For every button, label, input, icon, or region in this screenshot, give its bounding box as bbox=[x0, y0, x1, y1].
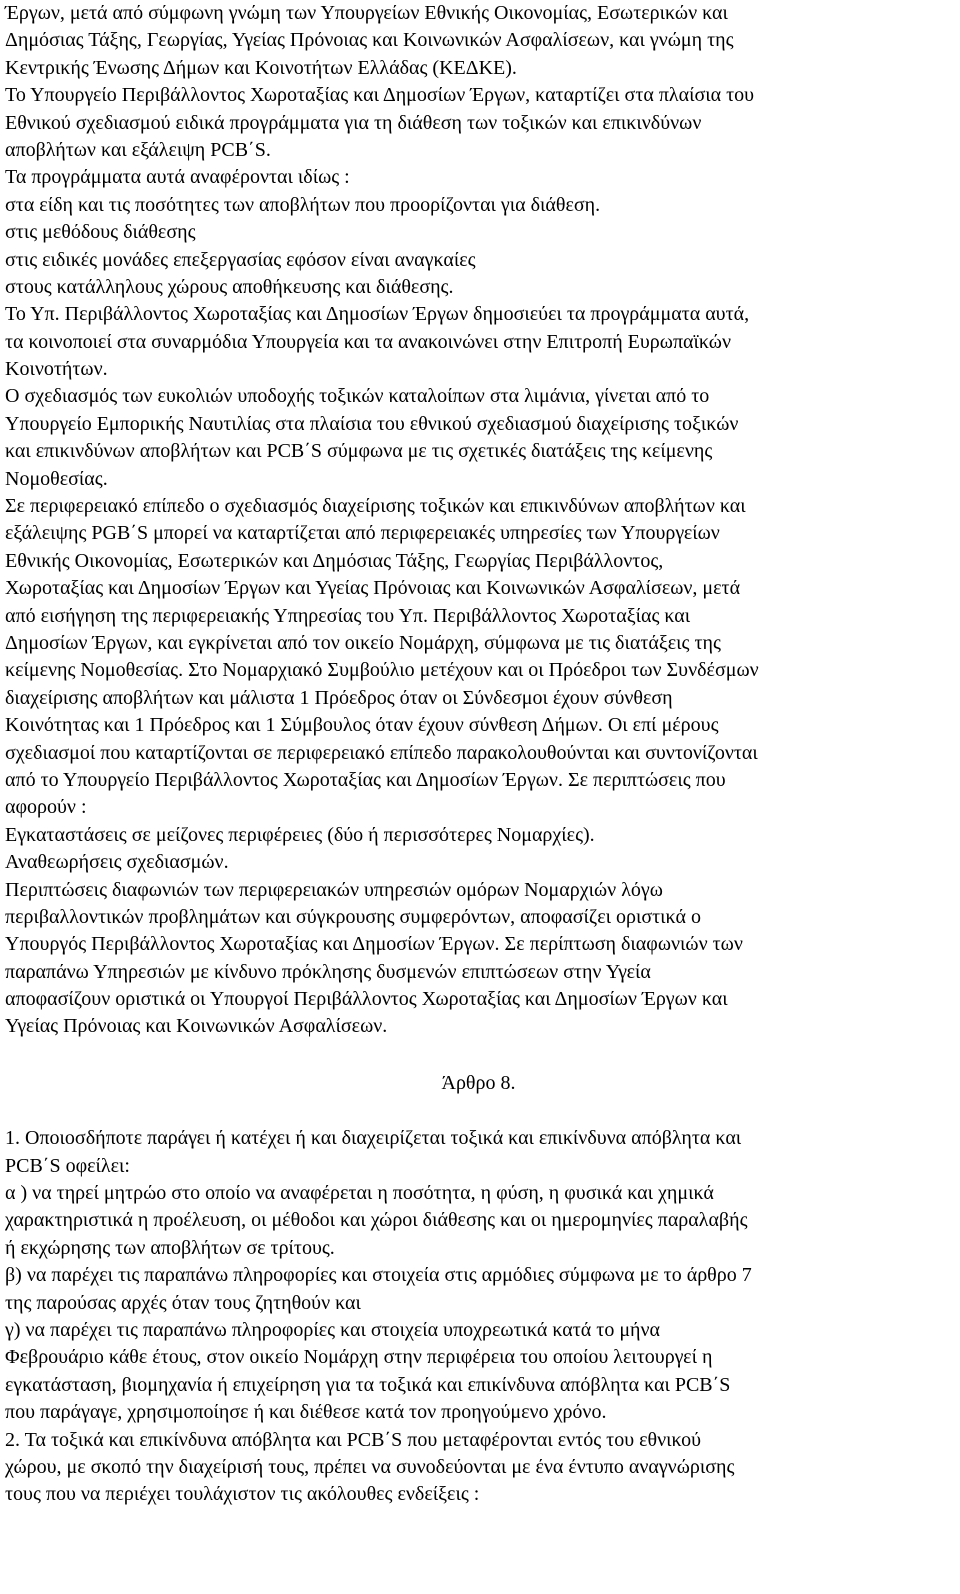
text-block-article-8 bbox=[5, 1125, 952, 1508]
text-line: Το Υπ. Περιβάλλοντος Χωροταξίας και Δημοσίων Έργων δημοσιεύει τα προγράμματα αυτά, bbox=[5, 303, 750, 326]
text-line: που παράγαγε, χρησιμοποίησε ή και διέθεσε κατά τον προηγούμενο χρόνο. bbox=[5, 1401, 607, 1424]
text-line: της παρούσας αρχές όταν τους ζητηθούν και bbox=[5, 1291, 361, 1314]
text-line: Κεντρικής Ένωσης Δήμων και Κοινοτήτων Ελλάδας (ΚΕΔΚΕ). bbox=[5, 56, 517, 79]
text-line: κείμενης Νομοθεσίας. Στο Νομαρχιακό Συμβούλιο μετέχουν και οι Πρόεδροι των Συνδέσμων bbox=[5, 659, 759, 682]
text-line: στις ειδικές μονάδες επεξεργασίας εφόσον είναι αναγκαίες bbox=[5, 248, 476, 271]
text-line: από το Υπουργείο Περιβάλλοντος Χωροταξίας και Δημοσίων Έργων. Σε περιπτώσεις που bbox=[5, 768, 726, 791]
text-line: ή εκχώρησης των αποβλήτων σε τρίτους. bbox=[5, 1236, 335, 1259]
text-line: από εισήγηση της περιφερειακής Υπηρεσίας του Υπ. Περιβάλλοντος Χωροταξίας και bbox=[5, 604, 691, 627]
text-line: στους κατάλληλους χώρους αποθήκευσης και διάθεσης. bbox=[5, 275, 454, 298]
text-line: γ) να παρέχει τις παραπάνω πληροφορίες και στοιχεία υποχρεωτικά κατά το μήνα bbox=[5, 1318, 661, 1341]
article-heading: Άρθρο 8. bbox=[441, 1071, 516, 1094]
text-line: α ) να τηρεί μητρώο στο οποίο να αναφέρεται η ποσότητα, η φύση, η φυσικά και χημικά bbox=[5, 1182, 714, 1205]
text-line: χαρακτηριστικά η προέλευση, οι μέθοδοι και χώροι διάθεσης και οι ημερομηνίες παραλαβής bbox=[5, 1209, 748, 1232]
text-line: Δημοσίων Έργων, και εγκρίνεται από τον οικείο Νομάρχη, σύμφωνα με τις διατάξεις της bbox=[5, 631, 721, 654]
text-line: Υγείας Πρόνοιας και Κοινωνικών Ασφαλίσεων. bbox=[5, 1015, 388, 1038]
text-line: Περιπτώσεις διαφωνιών των περιφερειακών υπηρεσιών ομόρων Νομαρχιών λόγω bbox=[5, 878, 663, 901]
text-line: Ο σχεδιασμός των ευκολιών υποδοχής τοξικών καταλοίπων στα λιμάνια, γίνεται από το bbox=[5, 385, 710, 408]
text-line: Έργων, μετά από σύμφωνη γνώμη των Υπουργείων Εθνικής Οικονομίας, Εσωτερικών και bbox=[5, 2, 728, 24]
text-line: εξάλειψης PGB΄S μπορεί να καταρτίζεται από περιφερειακές υπηρεσίες των Υπουργείων bbox=[5, 522, 720, 545]
text-line: Εθνικής Οικονομίας, Εσωτερικών και Δημόσιας Τάξης, Γεωργίας Περιβάλλοντος, bbox=[5, 549, 664, 572]
text-line: παραπάνω Υπηρεσιών με κίνδυνο πρόκλησης δυσμενών επιπτώσεων στην Υγεία bbox=[5, 960, 651, 983]
text-line: εγκατάσταση, βιομηχανία ή επιχείρηση για τα τοξικά και επικίνδυνα απόβλητα και PCB΄S bbox=[5, 1373, 731, 1396]
text-line: Δημόσιας Τάξης, Γεωργίας, Υγείας Πρόνοιας και Κοινωνικών Ασφαλίσεων, και γνώμη της bbox=[5, 29, 734, 52]
text-line: χώρου, με σκοπό την διαχείρισή τους, πρέπει να συνοδεύονται με ένα έντυπο αναγνώρισης bbox=[5, 1455, 735, 1478]
text-line: Κοινοτήτων. bbox=[5, 358, 108, 381]
text-line: στις μεθόδους διάθεσης bbox=[5, 221, 196, 244]
text-line: και επικινδύνων αποβλήτων και PCB΄S σύμφωνα με τις σχετικές διατάξεις της κείμενης bbox=[5, 440, 713, 463]
text-line: Εθνικού σχεδιασμού ειδικά προγράμματα για τη διάθεση των τοξικών και επικινδύνων bbox=[5, 111, 702, 134]
text-line: αποβλήτων και εξάλειψη PCB΄S. bbox=[5, 138, 271, 161]
text-line: Τα προγράμματα αυτά αναφέρονται ιδίως : bbox=[5, 166, 350, 189]
text-line: Νομοθεσίας. bbox=[5, 467, 108, 490]
text-line: στα είδη και τις ποσότητες των αποβλήτων που προορίζονται για διάθεση. bbox=[5, 193, 601, 216]
text-line: 1. Οποιοσδήποτε παράγει ή κατέχει ή και διαχειρίζεται τοξικά και επικίνδυνα απόβλητα και bbox=[5, 1127, 742, 1150]
text-line: Το Υπουργείο Περιβάλλοντος Χωροταξίας και Δημοσίων Έργων, καταρτίζει στα πλαίσια του bbox=[5, 84, 755, 107]
text-line: διαχείρισης αποβλήτων και μάλιστα 1 Πρόεδρος όταν οι Σύνδεσμοι έχουν σύνθεση bbox=[5, 686, 673, 709]
text-line: Χωροταξίας και Δημοσίων Έργων και Υγείας Πρόνοιας και Κοινωνικών Ασφαλίσεων, μετά bbox=[5, 577, 741, 600]
text-line: περιβαλλοντικών προβλημάτων και σύγκρουσης συμφερόντων, αποφασίζει οριστικά ο bbox=[5, 905, 701, 928]
text-line: Κοινότητας και 1 Πρόεδρος και 1 Σύμβουλος όταν έχουν σύνθεση Δήμων. Οι επί μέρους bbox=[5, 714, 719, 737]
text-line: αφορούν : bbox=[5, 796, 87, 819]
text-block-article-7-continued bbox=[5, 0, 952, 1041]
text-line: σχεδιασμοί που καταρτίζονται σε περιφερειακό επίπεδο παρακολουθούνται και συντονίζονται bbox=[5, 741, 758, 764]
text-line: PCB΄S οφείλει: bbox=[5, 1154, 130, 1177]
text-line: αποφασίζουν οριστικά οι Υπουργοί Περιβάλλοντος Χωροταξίας και Δημοσίων Έργων και bbox=[5, 988, 728, 1011]
text-line: Υπουργός Περιβάλλοντος Χωροταξίας και Δημοσίων Έργων. Σε περίπτωση διαφωνιών των bbox=[5, 933, 743, 956]
text-line: τους που να περιέχει τουλάχιστον τις ακόλουθες ενδείξεις : bbox=[5, 1483, 480, 1506]
text-line: τα κοινοποιεί στα συναρμόδια Υπουργεία και τα ανακοινώνει στην Επιτροπή Ευρωπαϊκών bbox=[5, 330, 732, 353]
text-line: 2. Τα τοξικά και επικίνδυνα απόβλητα και PCB΄S που μεταφέρονται εντός του εθνικού bbox=[5, 1428, 702, 1451]
text-line: β) να παρέχει τις παραπάνω πληροφορίες και στοιχεία στις αρμόδιες σύμφωνα με το άρθρο 7 bbox=[5, 1264, 752, 1287]
text-line: Εγκαταστάσεις σε μείζονες περιφέρειες (δύο ή περισσότερες Νομαρχίες). bbox=[5, 823, 595, 846]
text-line: Σε περιφερειακό επίπεδο ο σχεδιασμός διαχείρισης τοξικών και επικινδύνων αποβλήτων και bbox=[5, 495, 746, 518]
text-line: Αναθεωρήσεις σχεδιασμών. bbox=[5, 851, 229, 874]
text-line: Υπουργείο Εμπορικής Ναυτιλίας στα πλαίσια του εθνικού σχεδιασμού διαχείρισης τοξικών bbox=[5, 412, 739, 435]
text-line: Φεβρουάριο κάθε έτους, στον οικείο Νομάρχη στην περιφέρεια του οποίου λειτουργεί η bbox=[5, 1346, 713, 1369]
